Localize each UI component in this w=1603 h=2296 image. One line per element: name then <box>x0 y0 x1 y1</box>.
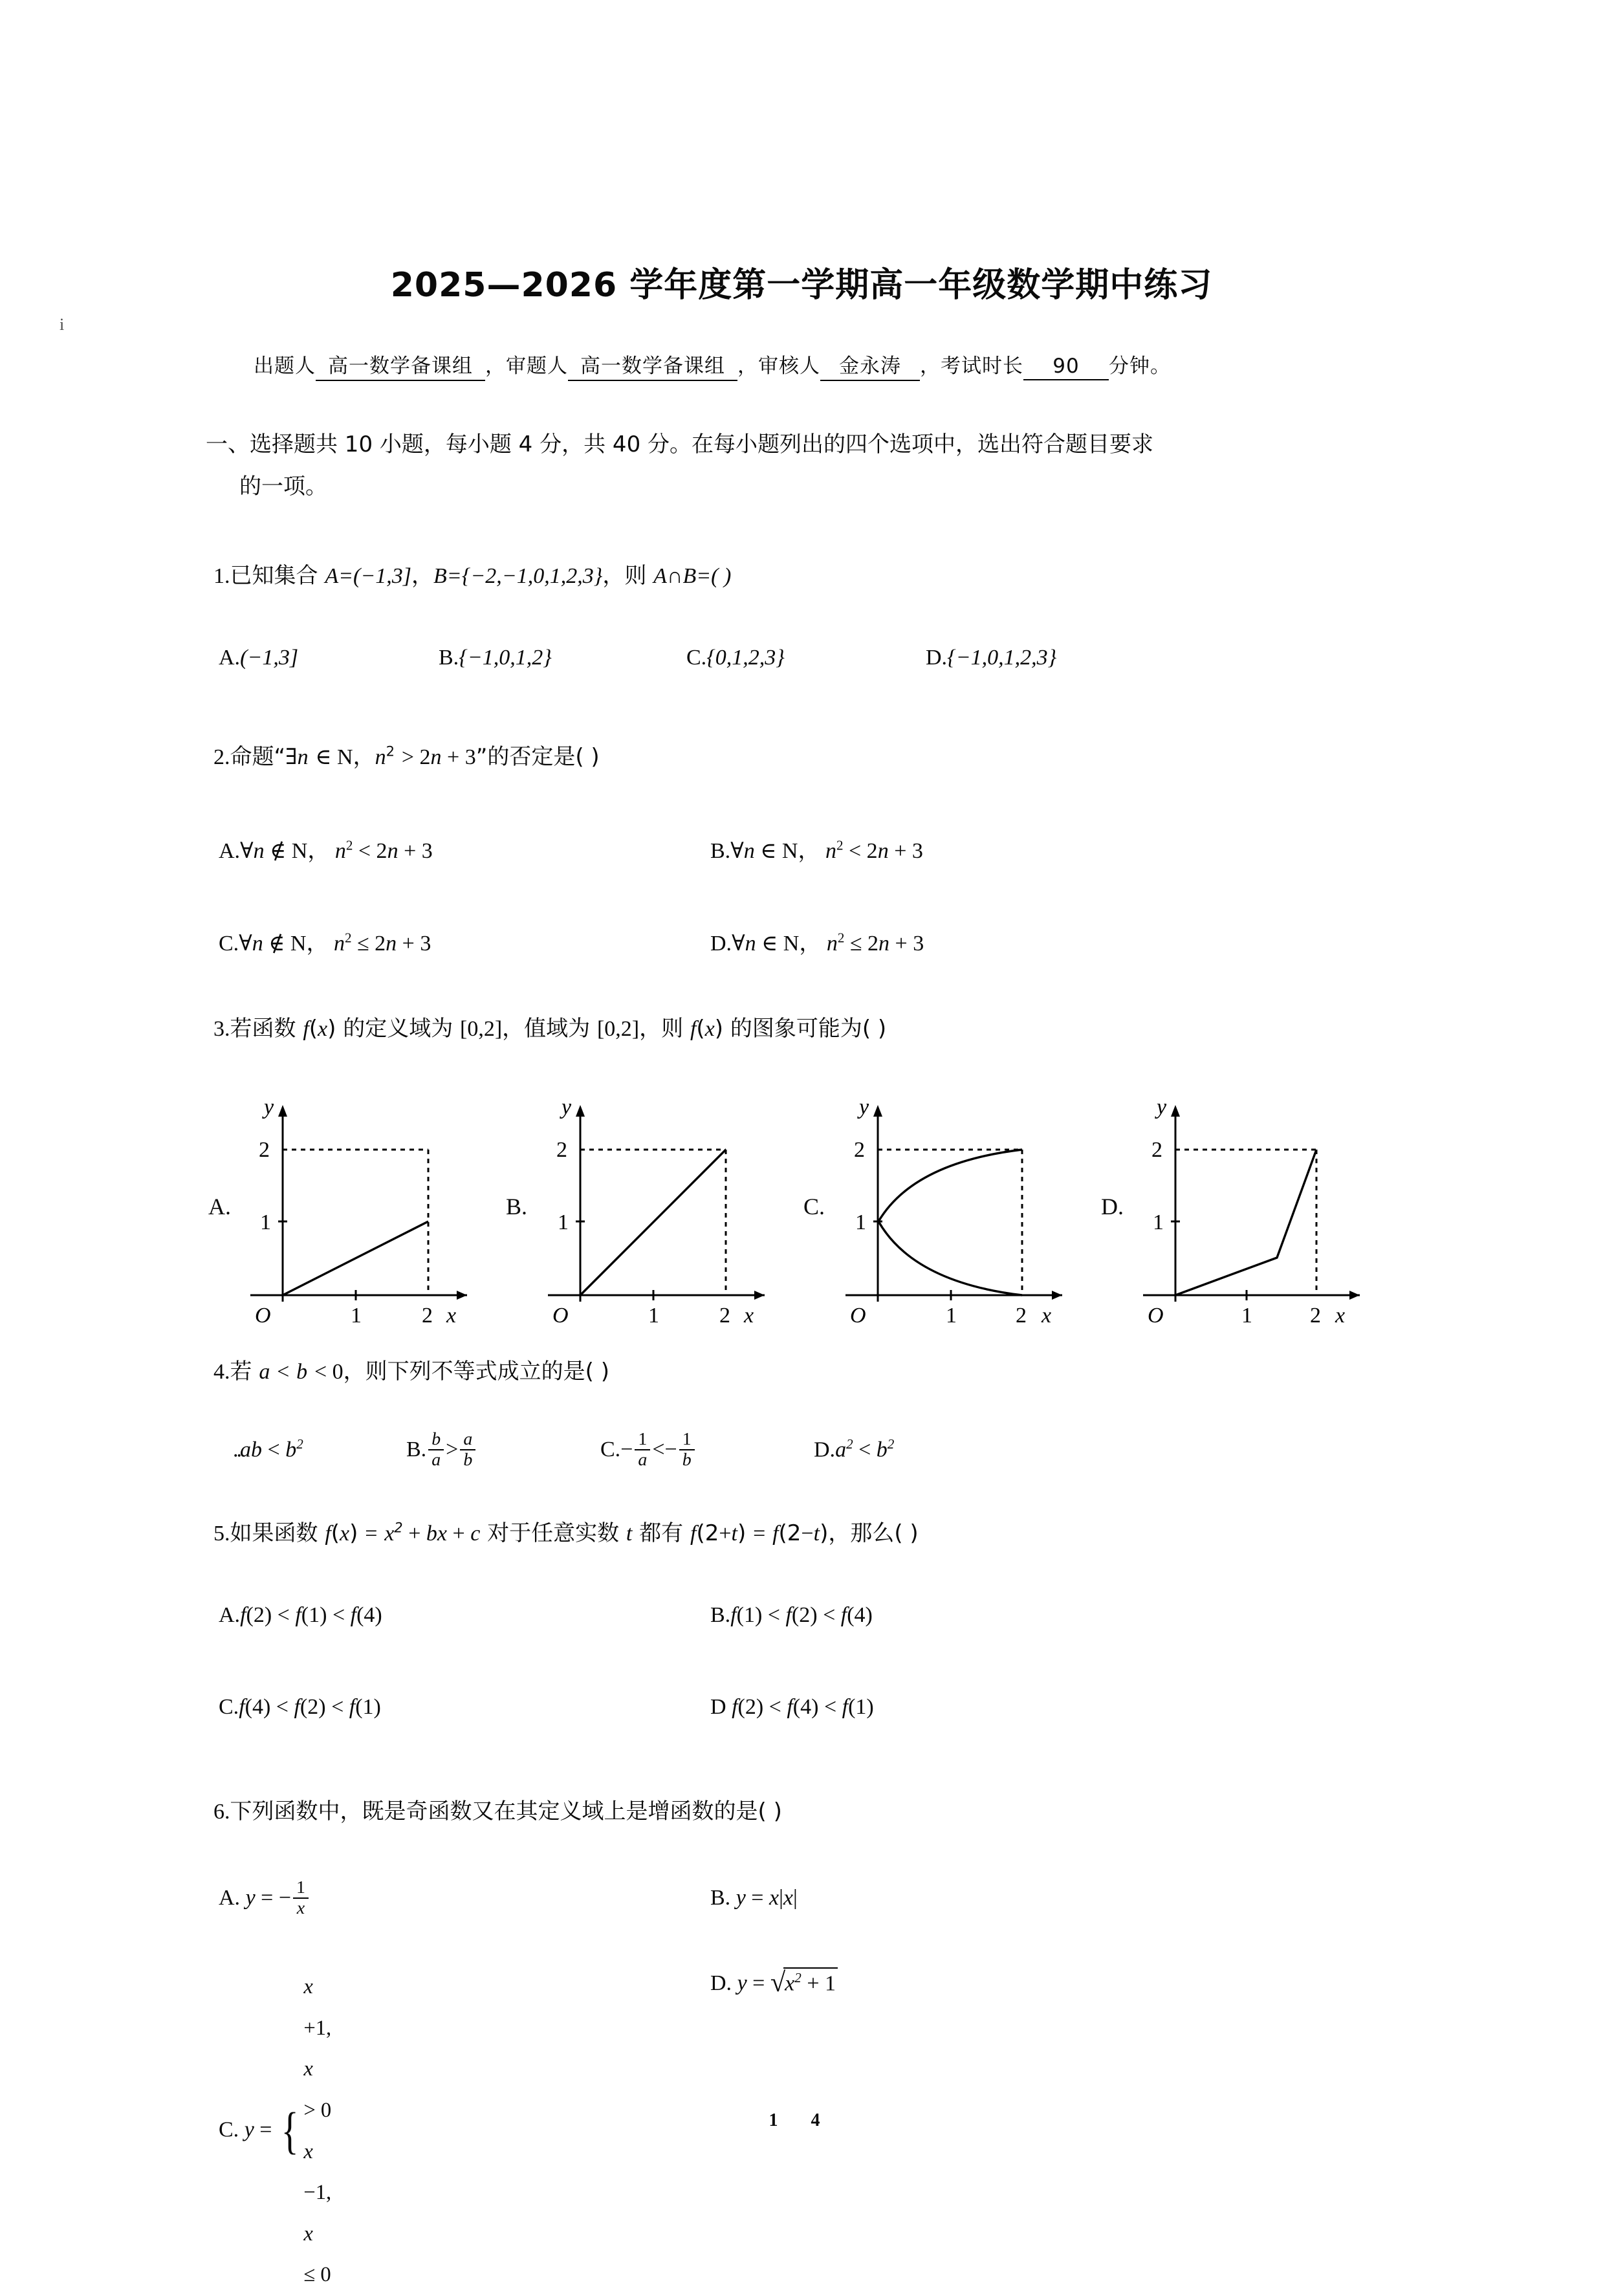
q6-option-d-label: D. <box>710 1971 732 1995</box>
q5-number: 5. <box>213 1522 230 1546</box>
meta-comma-1: ， <box>485 355 506 378</box>
q3-graph-d-svg <box>1133 1082 1379 1340</box>
q4-option-d[interactable]: $D.a^2 < b^2$ <box>814 1436 895 1461</box>
q6-option-a[interactable]: A. y = − $\frac{1}{x}$ <box>219 1879 710 1919</box>
svg-text:1: 1 <box>946 1304 957 1328</box>
q1-ask: A∩B=( ) <box>653 564 732 588</box>
q4-option-c[interactable]: C.− $\frac{1}{a}$ <− $\frac{1}{b}$ <box>600 1431 814 1471</box>
svg-text:2: 2 <box>854 1138 865 1162</box>
q1-option-b-text: {−1,0,1,2} <box>459 646 552 670</box>
meta-comma-2: ， <box>737 355 758 378</box>
q4-option-a[interactable]: $..ab < b^2$ <box>233 1436 303 1461</box>
q3-graph-a-label: A. <box>208 1194 231 1219</box>
stray-ink-mark: i <box>60 315 65 334</box>
q3-graph-c-svg <box>836 1082 1082 1340</box>
q2-option-b[interactable]: B.∀n ∈ N， $n^2 < 2n + 3$ <box>710 837 923 863</box>
q5-option-c-label: C. <box>219 1695 239 1719</box>
q2-option-b-label: B. <box>710 839 731 863</box>
q1-option-d[interactable] <box>926 646 1056 670</box>
q6-option-b-label: B. <box>710 1885 731 1910</box>
svg-text:2: 2 <box>1310 1304 1321 1328</box>
svg-text:1: 1 <box>260 1210 271 1234</box>
author-label: 出题人 <box>254 355 316 378</box>
q3-graph-c-label: C. <box>803 1194 825 1219</box>
svg-text:2: 2 <box>259 1138 270 1162</box>
q6-option-a-label: A. <box>219 1885 241 1910</box>
q1-set-a: A=(−1,3] <box>325 564 412 588</box>
q1-option-d-label: D. <box>926 646 948 670</box>
question-1-options <box>219 646 1056 670</box>
exam-meta-line <box>254 349 1171 381</box>
checker-label: 审核人 <box>758 355 820 378</box>
q1-option-c-label: C. <box>686 646 707 670</box>
q1-sep-2: ，则 <box>602 563 654 589</box>
q3-number: 3. <box>213 1017 230 1041</box>
q1-option-a[interactable] <box>219 646 439 670</box>
svg-text:2: 2 <box>556 1138 567 1162</box>
q6-number: 6. <box>213 1800 230 1824</box>
question-5-stem <box>213 1515 919 1547</box>
svg-text:O: O <box>255 1304 271 1328</box>
q1-option-c-text: {0,1,2,3} <box>706 646 785 670</box>
q4-number: 4. <box>213 1360 230 1384</box>
svg-text:O: O <box>552 1304 569 1328</box>
svg-text:1: 1 <box>558 1210 569 1234</box>
q2-option-c-label: C. <box>219 932 239 956</box>
svg-text:O: O <box>1148 1304 1164 1328</box>
svg-text:1: 1 <box>648 1304 659 1328</box>
q3-graph-d-label: D. <box>1101 1194 1124 1219</box>
checker-value: 金永涛 <box>820 349 920 381</box>
svg-text:1: 1 <box>351 1304 362 1328</box>
svg-text:1: 1 <box>1241 1304 1252 1328</box>
q5-option-d-label: D <box>710 1695 726 1719</box>
svg-text:y: y <box>562 1095 572 1119</box>
section-heading <box>206 424 1461 507</box>
q2-option-a[interactable]: A.∀n ∉ N， $n^2 < 2n + 3$ <box>219 837 433 863</box>
q6-option-b[interactable]: B. y = x|x| <box>710 1885 798 1910</box>
question-3-graph-options <box>207 1082 1540 1340</box>
svg-text:x: x <box>744 1304 754 1328</box>
question-5-options-row2 <box>219 1695 874 1720</box>
q2-stem-text: 命题“∃n ∈ N，$n^2 > 2n + 3$”的否定是( ) <box>230 743 600 770</box>
question-6-options-row1 <box>219 1879 798 1919</box>
q5-option-c[interactable]: C.f(4) < f(2) < f(1) <box>219 1695 381 1719</box>
q1-option-a-label: A. <box>219 646 241 670</box>
q3-graph-a-svg <box>241 1082 486 1340</box>
reviewer-value: 高一数学备课组 <box>568 349 737 381</box>
q4-option-d-label: D. <box>814 1437 836 1461</box>
q6-option-d[interactable]: D. $y = √x^2 + 1$ <box>710 1967 838 1998</box>
q1-option-a-text: (−1,3] <box>240 646 299 670</box>
q1-option-c[interactable] <box>686 646 926 670</box>
q2-option-c[interactable]: C.∀n ∉ N， $n^2 \le 2n + 3$ <box>219 930 431 956</box>
q3-stem-text: 若函数 f(x) 的定义域为 [0,2]，值域为 [0,2]，则 f(x) 的图象可能为( ) <box>230 1016 887 1042</box>
duration-label: 考试时长 <box>941 355 1023 378</box>
q1-option-b[interactable] <box>439 646 686 670</box>
q6-option-c-label: C. <box>219 2117 239 2142</box>
q6-stem-text: 下列函数中，既是奇函数又在其定义域上是增函数的是( ) <box>230 1799 782 1824</box>
q6-option-c[interactable]: C. y = { x +1, x > 0 x −1, x ≤ 0 <box>219 1975 332 2287</box>
duration-value: 90 <box>1023 355 1109 380</box>
q1-number: 1. <box>213 564 230 588</box>
question-3-stem <box>213 1011 886 1042</box>
q5-option-b-label: B. <box>710 1603 731 1627</box>
q4-option-c-label: C. <box>600 1437 621 1461</box>
question-2-options-row2 <box>219 925 924 957</box>
svg-text:y: y <box>859 1095 869 1119</box>
svg-text:1: 1 <box>855 1210 866 1234</box>
svg-text:2: 2 <box>422 1304 433 1328</box>
q5-option-b[interactable]: B.f(1) < f(2) < f(4) <box>710 1603 873 1627</box>
q3-graph-option-c[interactable] <box>802 1082 1106 1340</box>
question-4-stem <box>213 1353 609 1385</box>
question-6-options-row2 <box>219 1967 838 2296</box>
reviewer-label: 审题人 <box>506 355 568 378</box>
q2-number: 2. <box>213 745 230 769</box>
svg-text:x: x <box>1041 1304 1052 1328</box>
svg-text:1: 1 <box>1153 1210 1164 1234</box>
q4-option-b-label: B. <box>406 1437 427 1461</box>
q3-graph-option-a[interactable] <box>207 1082 511 1340</box>
q1-set-b: B={−2,−1,0,1,2,3} <box>433 564 603 588</box>
q5-option-d[interactable]: D f(2) < f(4) < f(1) <box>710 1695 874 1719</box>
q2-option-a-label: A. <box>219 839 241 863</box>
svg-text:2: 2 <box>1016 1304 1027 1328</box>
q2-option-d[interactable]: D.∀n ∈ N， $n^2 \le 2n + 3$ <box>710 930 924 956</box>
q5-stem-text: 如果函数 $f(x) = x^2$ + bx + c 对于任意实数 t 都有 f(2+t) = f(2−t)，那么( ) <box>230 1519 919 1546</box>
q3-graph-b-label: B. <box>506 1194 528 1219</box>
q1-option-b-label: B. <box>439 646 459 670</box>
duration-unit: 分钟。 <box>1109 355 1171 378</box>
svg-text:y: y <box>1157 1095 1167 1119</box>
q3-graph-b-svg <box>538 1082 784 1340</box>
svg-text:O: O <box>850 1304 866 1328</box>
q5-option-a[interactable]: A.f(2) < f(1) < f(4) <box>219 1603 382 1627</box>
q1-option-d-text: {−1,0,1,2,3} <box>947 646 1057 670</box>
svg-text:2: 2 <box>1151 1138 1162 1162</box>
q1-stem-pre: 已知集合 <box>230 563 325 589</box>
svg-text:2: 2 <box>719 1304 730 1328</box>
q4-option-b[interactable]: B. $\frac{b}{a}$ > $\frac{a}{b}$ <box>406 1431 600 1471</box>
page-footer: 1 4 <box>769 2110 834 2130</box>
meta-comma-3: ， <box>920 355 941 378</box>
q3-graph-option-d[interactable] <box>1100 1082 1404 1340</box>
page-title: 2025—2026 学年度第一学期高一年级数学期中练习 <box>390 266 1213 305</box>
svg-text:x: x <box>446 1304 457 1328</box>
question-1-stem <box>213 558 731 589</box>
svg-text:y: y <box>264 1095 274 1119</box>
question-2-stem <box>213 739 600 771</box>
question-6-stem <box>213 1793 782 1825</box>
q5-option-a-label: A. <box>219 1603 241 1627</box>
question-5-options-row1 <box>219 1603 873 1628</box>
q4-stem-text: 若 a < b < 0，则下列不等式成立的是( ) <box>230 1359 609 1384</box>
section-heading-line2: 的一项。 <box>239 473 327 499</box>
question-4-options <box>233 1431 894 1471</box>
svg-text:x: x <box>1335 1304 1346 1328</box>
q1-sep-1: ， <box>411 563 434 589</box>
question-2-options-row1 <box>219 833 923 864</box>
q3-graph-option-b[interactable] <box>505 1082 809 1340</box>
q2-option-d-label: D. <box>710 932 732 956</box>
author-value: 高一数学备课组 <box>316 349 485 381</box>
section-heading-line1: 一、选择题共 10 小题，每小题 4 分，共 40 分。在每小题列出的四个选项中，选出符合题目要求 <box>206 432 1154 457</box>
